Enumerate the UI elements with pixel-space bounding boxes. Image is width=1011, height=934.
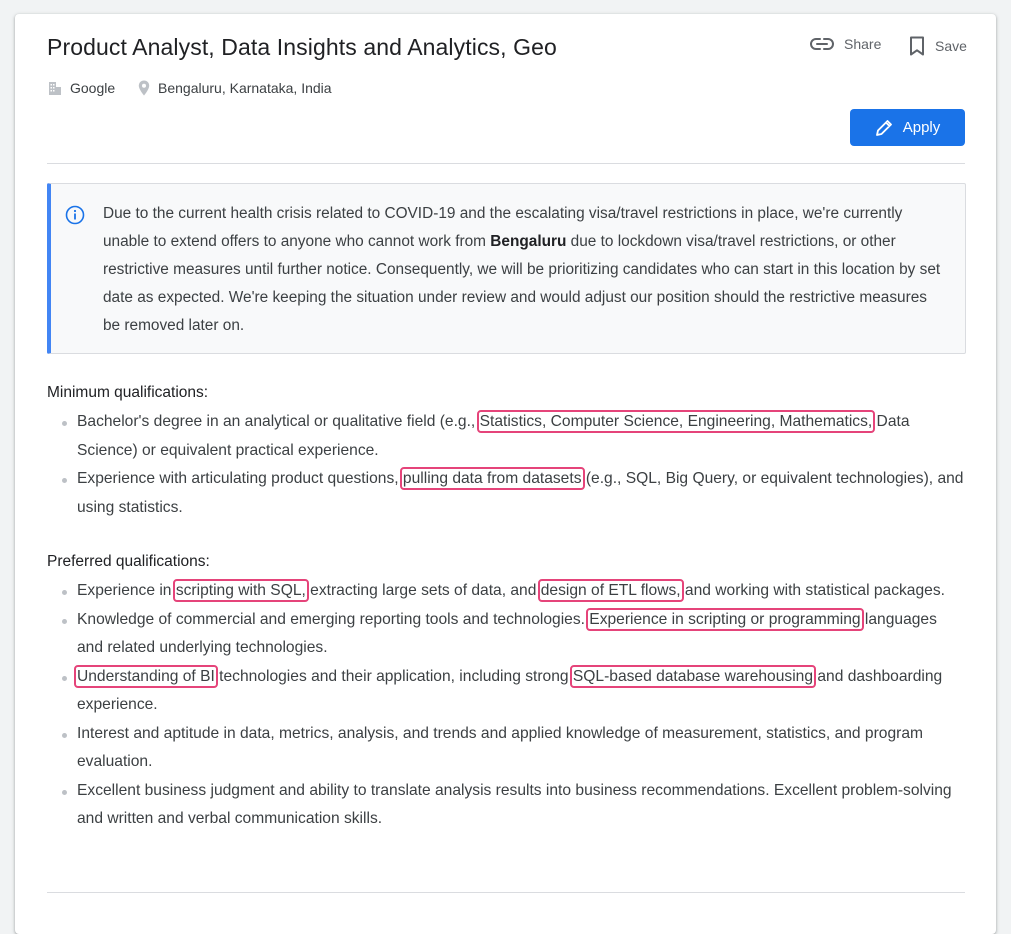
share-label: Share bbox=[844, 36, 882, 52]
building-icon bbox=[48, 80, 62, 96]
list-item: Experience with articulating product questions, pulling data from datasets (e.g., SQL, Big Query, or equivalent technologies), and using statistics. bbox=[47, 465, 967, 522]
preferred-qualifications-heading: Preferred qualifications: bbox=[47, 553, 210, 570]
info-icon bbox=[65, 205, 85, 225]
apply-label: Apply bbox=[902, 119, 941, 136]
share-button[interactable] bbox=[810, 36, 881, 52]
list-item: Experience in scripting with SQL, extracting large sets of data, and design of ETL flows, and working with statistical packages. bbox=[47, 577, 967, 606]
highlight-box: Statistics, Computer Science, Engineering, Mathematics, bbox=[479, 413, 873, 430]
highlight-box: scripting with SQL, bbox=[175, 582, 306, 599]
footer-divider bbox=[47, 892, 965, 893]
company-name: Google bbox=[70, 80, 116, 96]
company-meta bbox=[48, 80, 115, 96]
highlight-box: Experience in scripting or programming bbox=[589, 610, 861, 628]
highlight-box: Understanding of BI bbox=[77, 667, 215, 685]
list-item: Knowledge of commercial and emerging reporting tools and technologies. Experience in scripting or programming languages and related underlying technologies. bbox=[47, 606, 967, 663]
min-qualifications-list bbox=[47, 408, 967, 522]
link-icon bbox=[810, 37, 834, 51]
highlight-box: design of ETL flows, bbox=[540, 582, 681, 599]
notice-text: Due to the current health crisis related to COVID-19 and the escalating visa/travel restrictions in place, we're currently unable to extend offers to anyone who cannot work from Bengaluru due to lockdown visa/travel restrictions, or other restrictive measures until further notice. Consequently, we will be prioritizing candidates who can start in this location by set date as expected. We're keeping the situation under review and would adjust our position should the restrictive measures be removed later on. bbox=[103, 205, 941, 334]
edit-pencil-icon bbox=[875, 119, 893, 137]
list-item: Bachelor's degree in an analytical or qualitative field (e.g., Statistics, Computer Science, Engineering, Mathematics, Data Science) or equivalent practical experience. bbox=[47, 408, 967, 465]
covid-notice bbox=[47, 183, 966, 354]
list-item: Excellent business judgment and ability to translate analysis results into business recommendations. Excellent problem-solving and written and verbal communication skills. bbox=[47, 777, 967, 834]
save-label: Save bbox=[935, 38, 967, 54]
preferred-qualifications-list bbox=[47, 577, 967, 834]
job-title: Product Analyst, Data Insights and Analytics, Geo bbox=[47, 34, 557, 60]
highlight-box: pulling data from datasets bbox=[402, 470, 582, 487]
location-text: Bengaluru, Karnataka, India bbox=[158, 80, 332, 96]
save-button[interactable] bbox=[909, 36, 967, 56]
notice-location-bold: Bengaluru bbox=[490, 233, 567, 250]
bookmark-icon bbox=[909, 36, 925, 56]
min-qualifications-heading: Minimum qualifications: bbox=[47, 384, 209, 401]
list-item: Understanding of BI technologies and their application, including strong SQL-based database warehousing and dashboarding experience. bbox=[47, 663, 967, 720]
list-item: Interest and aptitude in data, metrics, analysis, and trends and applied knowledge of measurement, statistics, and program evaluation. bbox=[47, 720, 967, 777]
highlight-box: SQL-based database warehousing bbox=[572, 667, 814, 685]
header-divider bbox=[47, 163, 965, 164]
location-pin-icon bbox=[138, 80, 150, 96]
apply-button[interactable] bbox=[850, 109, 965, 146]
job-card bbox=[15, 14, 996, 934]
location-meta bbox=[138, 80, 332, 96]
